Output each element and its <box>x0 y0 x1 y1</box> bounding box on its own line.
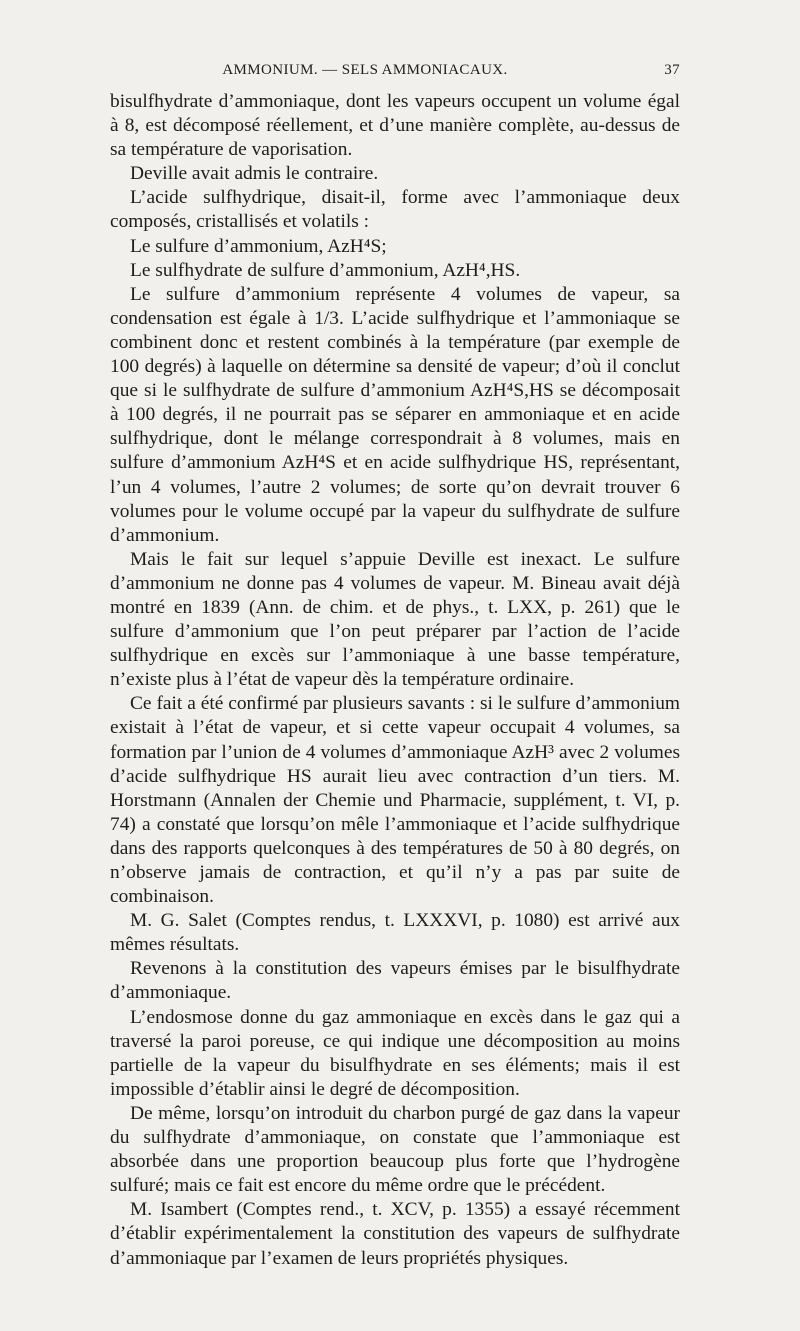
paragraph: M. Isambert (Comptes rend., t. XCV, p. 1355) a essayé récemment d’établir expérimentalement la constitution des vapeurs de sulfhydrate d’ammoniaque par l’examen de leurs propriétés physiques. <box>110 1199 680 1269</box>
running-header <box>110 62 680 88</box>
paragraph: M. G. Salet (Comptes rendus, t. LXXXVI, p. 1080) est arrivé aux mêmes résultats. <box>110 910 680 956</box>
paragraph: Mais le fait sur lequel s’appuie Deville est inexact. Le sulfure d’ammonium ne donne pas 4 volumes de vapeur. M. Bineau avait déjà montré en 1839 (Ann. de chim. et de phys., t. LXX, p. 261) que le sulfure d’ammonium que l’on peut préparer par l’action de l’acide sulfhydrique en excès sur l’ammoniaque à une basse température, n’existe plus à l’état de vapeur dès la température ordinaire. <box>110 548 680 691</box>
paragraph: De même, lorsqu’on introduit du charbon purgé de gaz dans la vapeur du sulfhydrate d’ammoniaque, on constate que l’ammoniaque est absorbée dans une proportion beaucoup plus forte que l’hydrogène sulfuré; mais ce fait est encore du même ordre que le précédent. <box>110 1102 680 1197</box>
paragraph: Le sulfure d’ammonium, AzH⁴S; <box>130 235 387 257</box>
paragraph: Le sulfure d’ammonium représente 4 volumes de vapeur, sa condensation est égale à 1/3. L’acide sulfhydrique et l’ammoniaque se combinent donc et restent combinés à la température (par exemple de 100 degrés) à laquelle on détermine sa densité de vapeur; d’où il conclut que si le sulfhydrate de sulfure d’ammonium AzH⁴S,HS se décomposait à 100 degrés, il ne pourrait pas se séparer en ammoniaque et en acide sulfhydrique, dont le mélange correspondrait à 8 volumes, mais en sulfure d’ammonium AzH⁴S et en acide sulfhydrique HS, représentant, l’un 4 volumes, l’autre 2 volumes; de sorte qu’on devrait trouver 6 volumes pour le volume occupé par la vapeur du sulfhydrate de sulfure d’ammonium. <box>110 283 680 546</box>
paragraph: Ce fait a été confirmé par plusieurs savants : si le sulfure d’ammonium existait à l’état de vapeur, et si cette vapeur occupait 4 volumes, sa formation par l’union de 4 volumes d’ammoniaque AzH³ avec 2 volumes d’acide sulfhydrique HS aurait lieu avec contraction d’un tiers. M. Horstmann (Annalen der Chemie und Pharmacie, supplément, t. VI, p. 74) a constaté que lorsqu’on mêle l’ammoniaque et l’acide sulfhydrique dans des rapports quelconques à des températures de 50 à 80 degrés, on n’observe jamais de contraction, et qu’il n’y a pas par suite de combinaison. <box>110 693 680 908</box>
paragraph: bisulfhydrate d’ammoniaque, dont les vapeurs occupent un volume égal à 8, est décomposé réellement, et d’une manière complète, au-dessus de sa température de vaporisation. <box>110 91 680 161</box>
paragraph: Revenons à la constitution des vapeurs émises par le bisulfhydrate d’ammoniaque. <box>110 958 680 1004</box>
paragraph: Deville avait admis le contraire. <box>130 163 379 185</box>
paragraph: Le sulfhydrate de sulfure d’ammonium, AzH⁴,HS. <box>130 259 521 281</box>
paragraph: L’endosmose donne du gaz ammoniaque en excès dans le gaz qui a traversé la paroi poreuse, ce qui indique une décomposition au moins partielle de la vapeur du bisulfhydrate en ses éléments; mais il est impossible d’établir ainsi le degré de décomposition. <box>110 1006 680 1100</box>
paragraph: L’acide sulfhydrique, disait-il, forme avec l’ammoniaque deux composés, cristallisés et volatils : <box>110 187 680 233</box>
running-title: AMMONIUM. — SELS AMMONIACAUX. <box>222 62 508 78</box>
page-body <box>110 90 680 1271</box>
page-number: 37 <box>664 62 680 78</box>
